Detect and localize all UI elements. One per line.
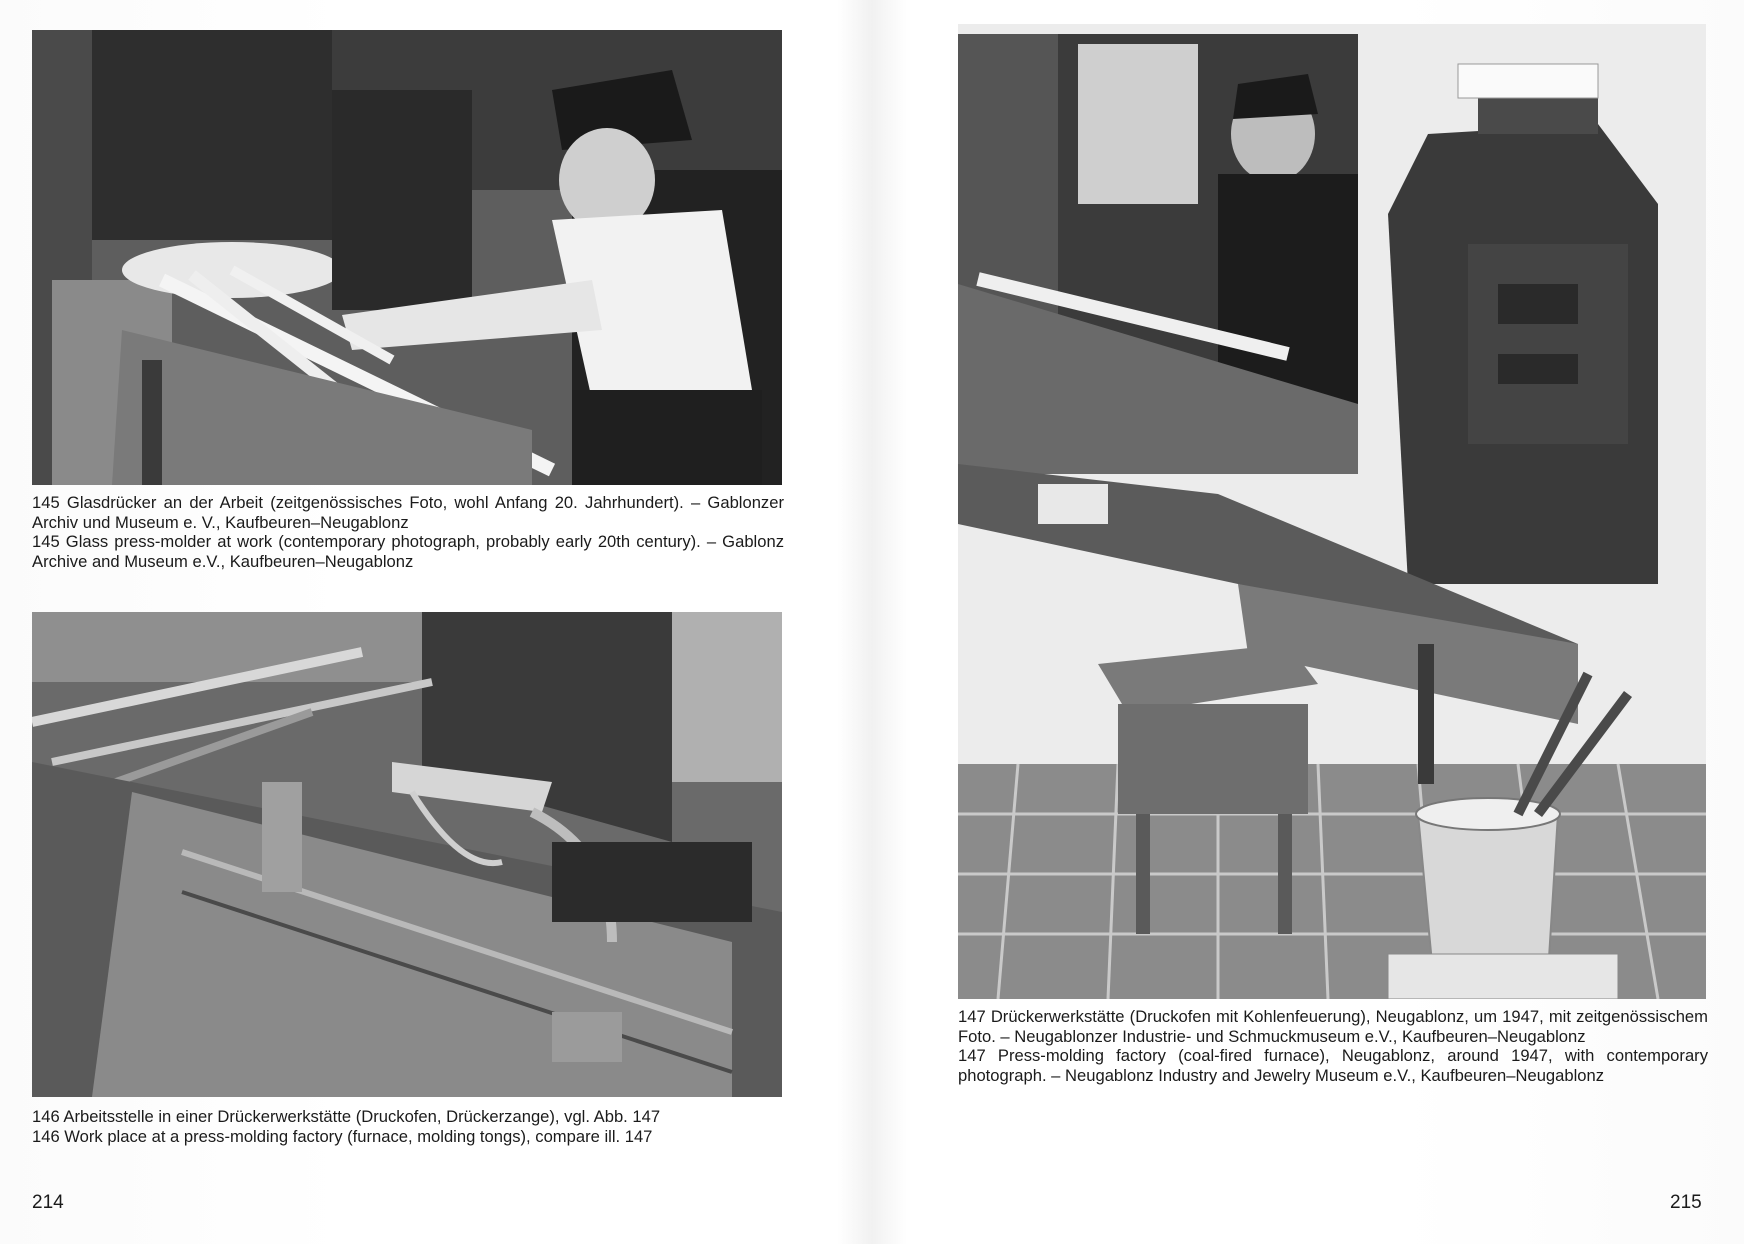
page-number-right: 215 bbox=[1670, 1192, 1702, 1213]
caption-145-german: 145 Glasdrücker an der Arbeit (zeitgenössisches Foto, wohl Anfang 20. Jahrhundert). – Gablonzer Archiv und Museum e. V., Kaufbeuren–Neugablonz bbox=[32, 493, 784, 532]
page-number-left: 214 bbox=[32, 1192, 64, 1213]
caption-146-english: 146 Work place at a press-molding factory (furnace, molding tongs), compare ill. 147 bbox=[32, 1126, 653, 1146]
caption-146-german: 146 Arbeitsstelle in einer Drückerwerkstätte (Druckofen, Drückerzange), vgl. Abb. 147 bbox=[32, 1107, 661, 1126]
left-page bbox=[0, 0, 870, 1244]
photo-147-press-molding-factory bbox=[958, 24, 1706, 999]
photo-145-glass-press-molder bbox=[32, 30, 782, 485]
caption-147-english: 147 Press-molding factory (coal-fired furnace), Neugablonz, around 1947, with contemporary photograph. – Neugablonz Industry and Jewelry Museum e.V., Kaufbeuren–Neugablonz bbox=[958, 1046, 1708, 1085]
caption-147 bbox=[958, 1007, 1708, 1085]
caption-146 bbox=[32, 1107, 784, 1146]
caption-145 bbox=[32, 493, 784, 571]
caption-147-german: 147 Drückerwerkstätte (Druckofen mit Kohlenfeuerung), Neugablonz, um 1947, mit zeitgenössischem Foto. – Neugablonzer Industrie- und Schmuckmuseum e.V., Kaufbeuren–Neugablonz bbox=[958, 1007, 1708, 1046]
caption-145-english: 145 Glass press-molder at work (contemporary photograph, probably early 20th century). – Gablonz Archive and Museum e.V., Kaufbeuren–Neugablonz bbox=[32, 532, 784, 571]
right-page bbox=[872, 0, 1744, 1244]
photo-146-work-place bbox=[32, 612, 782, 1097]
